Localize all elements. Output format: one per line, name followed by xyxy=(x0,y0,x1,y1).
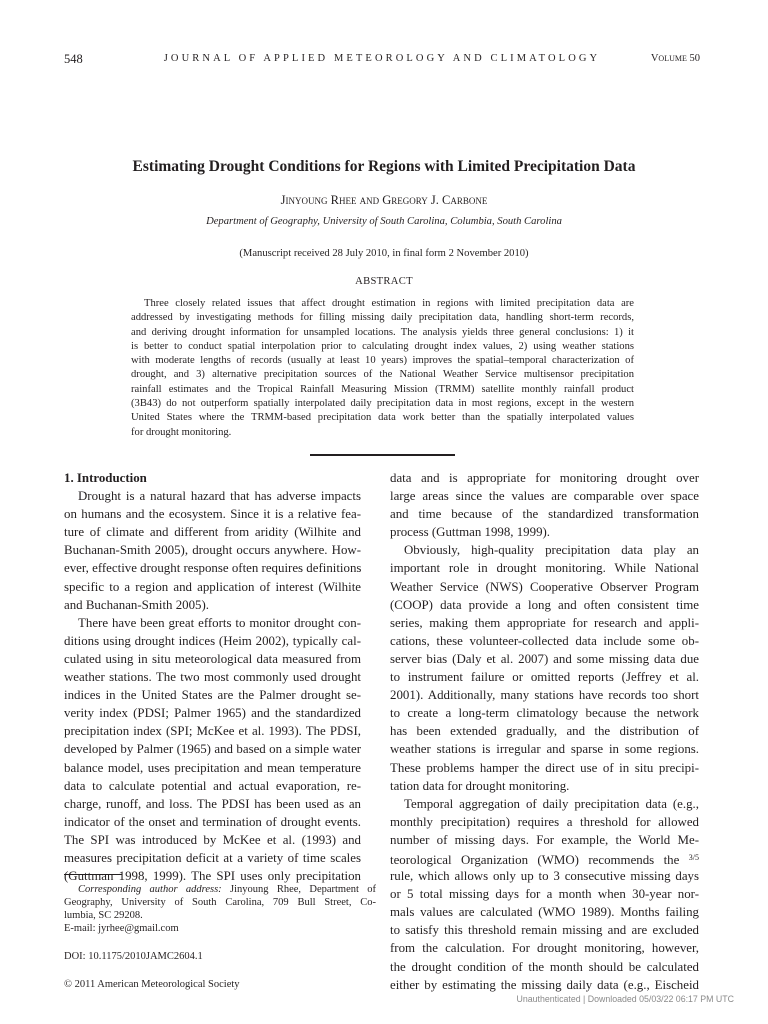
left-column xyxy=(64,469,361,885)
body-line: either by estimating the missing daily data (e.g., Eischeid xyxy=(390,977,699,992)
body-line: Buchanan-Smith 2005), drought occurs anywhere. How- xyxy=(64,543,361,558)
body-line: tation data for drought monitoring. xyxy=(390,778,570,793)
body-line: There have been great efforts to monitor drought con- xyxy=(78,615,361,630)
body-line: data to calculate potential and actual evaporation, re- xyxy=(64,778,361,793)
abstract-line: Three closely related issues that affect drought estimation in regions with limited precipitation data are xyxy=(144,298,634,309)
abstract-line: with moderate lengths of records (usually at least 10 years) improves the spatial–temporal characterization of xyxy=(131,355,634,367)
body-line: on humans and the ecosystem. Since it is a relative fea- xyxy=(64,507,361,522)
body-line: indicator of the onset and termination of drought events. xyxy=(64,814,361,829)
body-line: process (Guttman 1998, 1999). xyxy=(390,525,551,540)
abstract-line: (3B43) do not outperform spatially interpolated daily precipitation data in most regions, except in the western xyxy=(131,398,634,410)
footnote-text: Jinyoung Rhee, Department of xyxy=(221,884,377,895)
body-line: 2001). Additionally, many stations have records too short xyxy=(390,688,699,703)
footnote-rule xyxy=(64,874,122,875)
fraction-rule: 3/5 xyxy=(688,852,699,862)
footnote-line: Geography, University of South Carolina, 709 Bull Street, Co- xyxy=(64,897,376,909)
section-divider xyxy=(310,454,455,456)
body-line: series, making them appropriate for research and appli- xyxy=(390,615,699,630)
body-line: mals values are calculated (WMO 1989). Months failing xyxy=(390,905,699,920)
body-line: culated using in situ meteorological data measured from xyxy=(64,651,361,666)
body-line: The SPI was introduced by McKee et al. (1993) and xyxy=(64,832,361,847)
abstract-line: for drought monitoring. xyxy=(131,426,232,438)
body-line: important role in drought monitoring. While National xyxy=(390,561,699,576)
volume-label xyxy=(651,53,700,64)
doi: DOI: 10.1175/2010JAMC2604.1 xyxy=(64,951,203,962)
volume-rest: OLUME xyxy=(658,54,687,63)
body-line: developed by Palmer (1965) and based on a simple water xyxy=(64,742,361,757)
body-line: has been extended gradually, and the distribution of xyxy=(390,724,699,739)
body-line-with-fraction xyxy=(390,849,699,867)
body-line: Temporal aggregation of daily precipitation data (e.g., xyxy=(404,796,699,811)
body-line: specific to a region and application of interest (Wilhite xyxy=(64,579,361,594)
body-line: ditions using drought indices (Heim 2002), typically cal- xyxy=(64,633,361,648)
copyright: © 2011 American Meteorological Society xyxy=(64,979,240,990)
body-line: the drought condition of the month should be calculated xyxy=(390,959,699,974)
body-line: precipitation index (SPI; McKee et al. 1993). The PDSI, xyxy=(64,724,361,739)
body-line: and time because of the standardized transformation xyxy=(390,507,699,522)
body-line: or 5 total missing days for a month when 30-year nor- xyxy=(390,887,699,902)
abstract-body xyxy=(131,297,634,440)
body-line: to create a long-term climatology because the network xyxy=(390,706,699,721)
body-line: weather stations is irregular and sparse in some regions. xyxy=(390,742,699,757)
body-line: verity index (PDSI; Palmer 1965) and the standardized xyxy=(64,706,361,721)
body-line: from the calculation. For drought monitoring, however, xyxy=(390,941,699,956)
affiliation: Department of Geography, University of South Carolina, Columbia, South Carolina xyxy=(206,216,562,227)
body-line: to instrument failure or omitted reports (Jeffrey et al. xyxy=(390,670,699,685)
footnote-line xyxy=(64,883,376,896)
body-line: data and is appropriate for monitoring drought over xyxy=(390,471,699,485)
authors-text: Jinyoung Rhee and Gregory J. Carbone xyxy=(280,193,488,207)
body-line: balance model, uses precipitation and mean temperature xyxy=(64,760,361,775)
abstract-line: addressed by investigating methods for filling missing daily precipitation data, handling short-term records, xyxy=(131,312,634,324)
body-line: to satisfy this threshold remain missing and are excluded xyxy=(390,923,699,938)
body-line: measures precipitation deficit at a variety of time scales xyxy=(64,850,361,865)
volume-initial: V xyxy=(650,53,659,64)
page-number: 548 xyxy=(64,52,83,66)
footnote-email: E-mail: jyrhee@gmail.com xyxy=(64,923,179,935)
body-line: These problems hamper the direct use of in situ precipi- xyxy=(390,760,699,775)
body-line: weather stations. The two most commonly used drought xyxy=(64,670,361,685)
body-line: cations, these volunteer-collected data include some ob- xyxy=(390,633,699,648)
body-line: rule, which allows only up to 3 consecutive missing days xyxy=(390,869,699,884)
corresponding-author-footnote xyxy=(64,883,376,935)
body-line: Weather Service (NWS) Cooperative Observer Program xyxy=(390,579,699,594)
footnote-line: lumbia, SC 29208. xyxy=(64,910,143,922)
body-line: Obviously, high-quality precipitation data play an xyxy=(404,543,699,558)
running-head xyxy=(64,52,700,70)
download-watermark: Unauthenticated | Downloaded 05/03/22 06:17 PM UTC xyxy=(516,994,734,1004)
body-line: charge, runoff, and loss. The PDSI has been used as an xyxy=(64,796,361,811)
abstract-line: drought, and 3) alternative precipitation sources of the National Weather Service multisensor precipitation xyxy=(131,369,634,381)
manuscript-info: (Manuscript received 28 July 2010, in final form 2 November 2010) xyxy=(239,248,529,259)
body-line: number of missing days. For example, the World Me- xyxy=(390,832,699,847)
body-line: Drought is a natural hazard that has adverse impacts xyxy=(78,489,361,504)
journal-name: JOURNAL OF APPLIED METEOROLOGY AND CLIMATOLOGY xyxy=(163,53,601,64)
footnote-label: Corresponding author address: xyxy=(78,884,222,895)
body-line: monthly precipitation) requires a threshold for allowed xyxy=(390,814,699,829)
authors xyxy=(60,193,708,208)
body-line: (COOP) data provide a long and often consistent time xyxy=(390,597,699,612)
body-line: indices in the United States are the Palmer drought se- xyxy=(64,688,361,703)
body-line: ture of climate and different from aridity (Wilhite and xyxy=(64,525,361,540)
abstract-line: United States where the TRMM-based precipitation data work better than the spatially interpolated values xyxy=(131,412,634,424)
abstract-heading: ABSTRACT xyxy=(355,276,413,287)
abstract-line: is better to conduct spatial interpolation prior to calculating drought index values, 2) using weather stations xyxy=(131,340,634,352)
body-line: server bias (Daly et al. 2007) and some missing data due xyxy=(390,651,699,666)
body-line: (Guttman 1998, 1999). The SPI uses only precipitation xyxy=(64,869,361,884)
article-title: Estimating Drought Conditions for Regions with Limited Precipitation Data xyxy=(132,158,636,175)
abstract-line: and deriving drought information for unsampled locations. The analysis yields three general conclusions: 1) it xyxy=(131,326,634,338)
body-line: ever, effective drought response often requires definitions xyxy=(64,561,362,576)
abstract-line: rainfall estimates and the Tropical Rainfall Measuring Mission (TRMM) satellite monthly rainfall product xyxy=(131,383,634,395)
body-text: teorological Organization (WMO) recommends the xyxy=(390,852,680,867)
body-line: large areas since the values are comparable over space xyxy=(390,489,699,504)
body-line: and Buchanan-Smith 2005). xyxy=(64,597,209,612)
introduction-heading: 1. Introduction xyxy=(64,471,147,485)
volume-number: 50 xyxy=(689,53,700,64)
right-column xyxy=(390,469,699,994)
